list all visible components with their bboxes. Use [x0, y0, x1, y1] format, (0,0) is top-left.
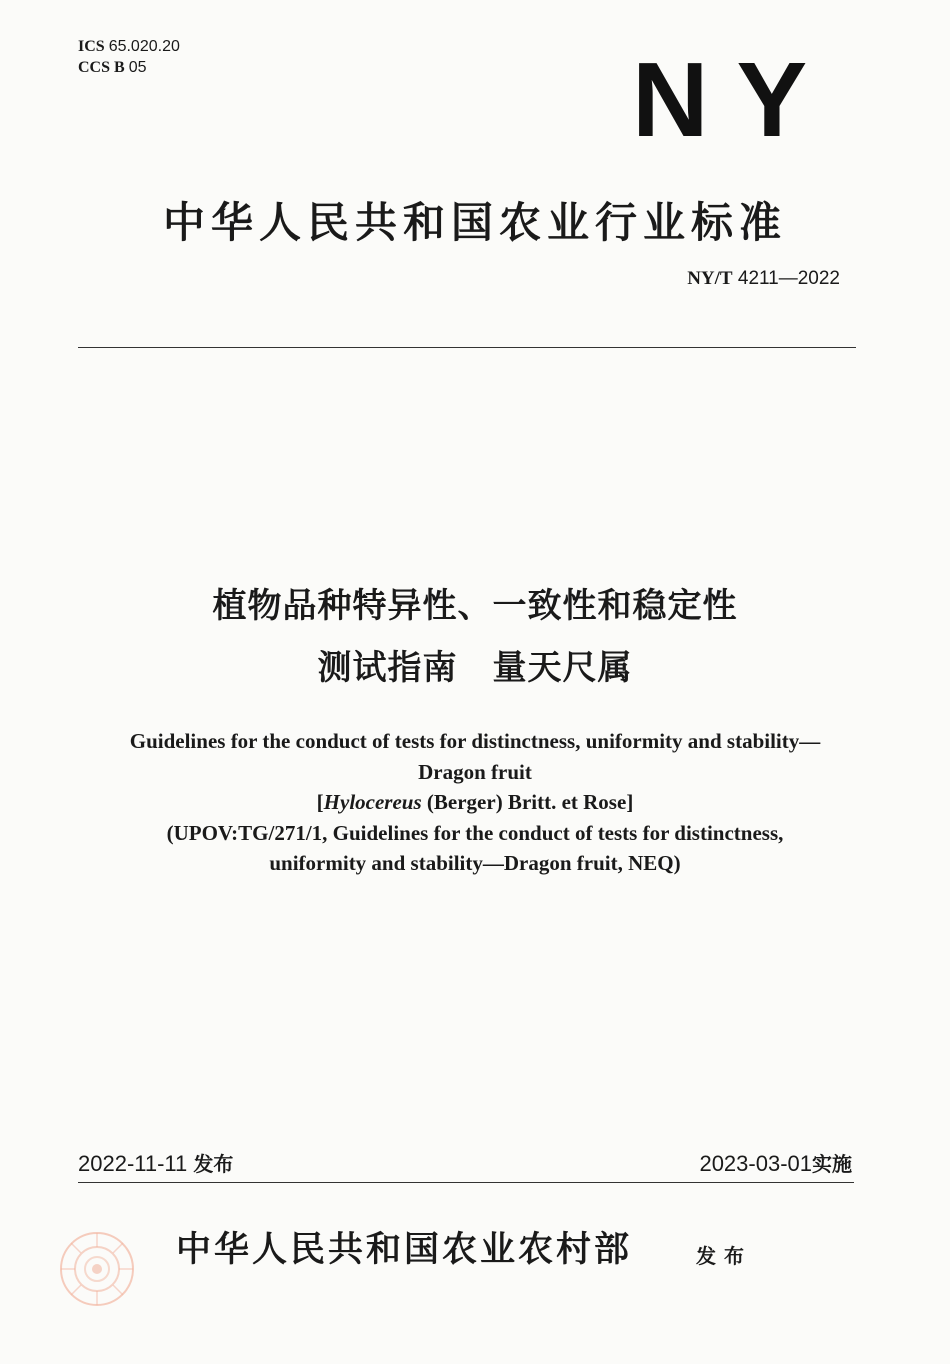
title-en [40, 726, 910, 879]
standard-number [687, 268, 840, 290]
title-zh-line2: 测试指南 量天尺属 [317, 648, 633, 688]
implement-date [699, 1148, 852, 1177]
publish-label: 发布 [696, 1244, 752, 1268]
implement-date-label: 实施 [812, 1152, 852, 1176]
ics-value: 65.020.20 [108, 38, 180, 55]
ny-logo: NY [632, 41, 836, 159]
bottom-divider [78, 1182, 854, 1183]
ccs-label: CCS B [78, 59, 125, 76]
title-zh-line1: 植物品种特异性、一致性和稳定性 [212, 586, 738, 626]
standard-number-value: 4211—2022 [737, 268, 840, 289]
top-divider [78, 347, 856, 348]
implement-date-value: 2023-03-01 [699, 1151, 812, 1176]
ics-label: ICS [78, 38, 105, 55]
issue-date-value: 2022-11-11 [78, 1151, 188, 1176]
issue-date-label: 发布 [193, 1152, 234, 1176]
bracket-open: [ [316, 790, 324, 814]
title-en-line2: Dragon fruit [418, 759, 532, 784]
classification-codes [78, 36, 180, 78]
publisher-name: 中华人民共和国农业农村部 [176, 1230, 633, 1270]
genus-name: Hylocereus [323, 790, 422, 814]
authority: (Berger) Britt. et Rose [421, 790, 627, 814]
ministry-seal-icon [56, 1228, 138, 1310]
ics-code [78, 36, 180, 57]
title-en-line1: Guidelines for the conduct of tests for distinctness, uniformity and stability— [129, 729, 821, 753]
title-en-line3 [40, 787, 910, 818]
ccs-code [78, 57, 180, 78]
bracket-close: ] [626, 790, 634, 814]
standard-number-prefix: NY/T [687, 268, 733, 289]
issue-date [78, 1148, 233, 1177]
title-en-line4: (UPOV:TG/271/1, Guidelines for the conduct of tests for distinctness, [166, 820, 784, 845]
ccs-value: 05 [128, 59, 147, 76]
standard-category-title: 中华人民共和国农业行业标准 [162, 198, 787, 247]
title-en-line5: uniformity and stability—Dragon fruit, NEQ) [269, 851, 681, 875]
